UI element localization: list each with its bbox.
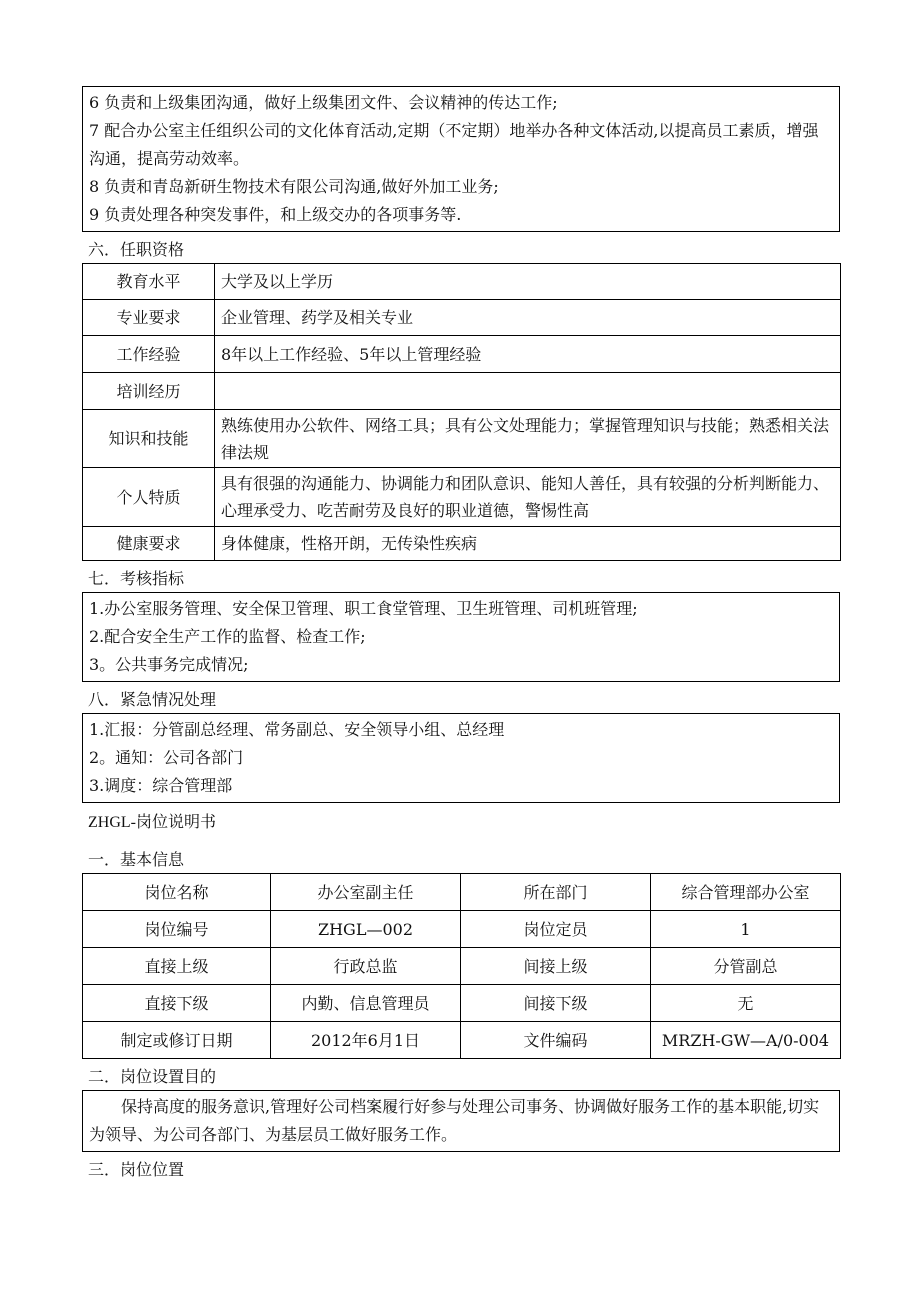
qualification-value: 具有很强的沟通能力、协调能力和团队意识、能知人善任，具有较强的分析判断能力、心理承受力、吃苦耐劳及良好的职业道德，警惕性高 xyxy=(215,468,841,527)
section-heading-assessment: 七．考核指标 xyxy=(88,569,185,588)
purpose-box xyxy=(82,1090,840,1152)
table-row xyxy=(83,985,841,1022)
table-cell: 2012年6月1日 xyxy=(271,1022,461,1059)
table-row xyxy=(83,527,841,561)
duty-item: 7 配合办公室主任组织公司的文化体育活动,定期（不定期）地举办各种文体活动,以提高员工素质，增强沟通，提高劳动效率。 xyxy=(89,121,819,168)
basic-info-table xyxy=(82,873,841,1059)
assessment-box xyxy=(82,592,840,682)
table-cell: 内勤、信息管理员 xyxy=(271,985,461,1022)
qualification-label: 健康要求 xyxy=(83,527,215,561)
list-item: 2.配合安全生产工作的监督、检查工作; xyxy=(89,627,366,646)
list-item: 2。通知：公司各部门 xyxy=(89,748,244,767)
document-page xyxy=(82,86,840,1183)
qualification-label: 个人特质 xyxy=(83,468,215,527)
list-item: 3。公共事务完成情况; xyxy=(89,655,249,674)
table-row xyxy=(83,373,841,410)
table-cell: 直接下级 xyxy=(83,985,271,1022)
section-heading-qualifications: 六．任职资格 xyxy=(88,240,185,259)
duty-item: 8 负责和青岛新研生物技术有限公司沟通,做好外加工业务; xyxy=(89,177,499,196)
table-cell: 岗位定员 xyxy=(461,911,651,948)
qualification-value: 大学及以上学历 xyxy=(215,264,841,300)
table-row xyxy=(83,468,841,527)
duties-box xyxy=(82,86,840,232)
table-row xyxy=(83,264,841,300)
table-cell: 间接上级 xyxy=(461,948,651,985)
qualification-value: 企业管理、药学及相关专业 xyxy=(215,300,841,336)
table-row xyxy=(83,1022,841,1059)
section-heading-emergency: 八．紧急情况处理 xyxy=(88,690,217,709)
table-row xyxy=(83,948,841,985)
table-row xyxy=(83,410,841,468)
table-cell: ZHGL—002 xyxy=(271,911,461,948)
table-cell: 文件编码 xyxy=(461,1022,651,1059)
section-heading-basic-info: 一．基本信息 xyxy=(88,850,185,869)
qualification-label: 工作经验 xyxy=(83,336,215,373)
doc-title: ZHGL-岗位说明书 xyxy=(88,814,216,831)
list-item: 1.汇报：分管副总经理、常务副总、安全领导小组、总经理 xyxy=(89,720,505,739)
table-cell: 分管副总 xyxy=(651,948,841,985)
qualifications-table xyxy=(82,263,841,561)
table-cell: 综合管理部办公室 xyxy=(651,874,841,911)
qualification-label: 专业要求 xyxy=(83,300,215,336)
table-row xyxy=(83,874,841,911)
table-cell: 1 xyxy=(651,911,841,948)
table-cell: 间接下级 xyxy=(461,985,651,1022)
section-heading-purpose: 二．岗位设置目的 xyxy=(88,1067,217,1086)
duty-item: 6 负责和上级集团沟通，做好上级集团文件、会议精神的传达工作; xyxy=(89,93,558,112)
qualification-value: 熟练使用办公软件、网络工具；具有公文处理能力；掌握管理知识与技能；熟悉相关法律法规 xyxy=(215,410,841,468)
table-cell: 岗位编号 xyxy=(83,911,271,948)
table-cell: 制定或修订日期 xyxy=(83,1022,271,1059)
qualification-value xyxy=(215,373,841,410)
table-row xyxy=(83,911,841,948)
table-cell: 无 xyxy=(651,985,841,1022)
duty-item: 9 负责处理各种突发事件，和上级交办的各项事务等. xyxy=(89,205,462,224)
qualification-label: 教育水平 xyxy=(83,264,215,300)
qualification-label: 培训经历 xyxy=(83,373,215,410)
purpose-text: 保持高度的服务意识,管理好公司档案履行好参与处理公司事务、协调做好服务工作的基本职能,切实为领导、为公司各部门、为基层员工做好服务工作。 xyxy=(89,1097,820,1144)
list-item: 1.办公室服务管理、安全保卫管理、职工食堂管理、卫生班管理、司机班管理; xyxy=(89,599,638,618)
list-item: 3.调度：综合管理部 xyxy=(89,776,233,795)
table-cell: 直接上级 xyxy=(83,948,271,985)
qualification-value: 8年以上工作经验、5年以上管理经验 xyxy=(215,336,841,373)
table-row xyxy=(83,300,841,336)
table-cell: MRZH-GW—A/0-004 xyxy=(651,1022,841,1059)
table-cell: 办公室副主任 xyxy=(271,874,461,911)
qualification-value: 身体健康，性格开朗，无传染性疾病 xyxy=(215,527,841,561)
section-heading-position: 三．岗位位置 xyxy=(88,1160,185,1179)
table-row xyxy=(83,336,841,373)
emergency-box xyxy=(82,713,840,803)
table-cell: 岗位名称 xyxy=(83,874,271,911)
table-cell: 所在部门 xyxy=(461,874,651,911)
qualification-label: 知识和技能 xyxy=(83,410,215,468)
table-cell: 行政总监 xyxy=(271,948,461,985)
